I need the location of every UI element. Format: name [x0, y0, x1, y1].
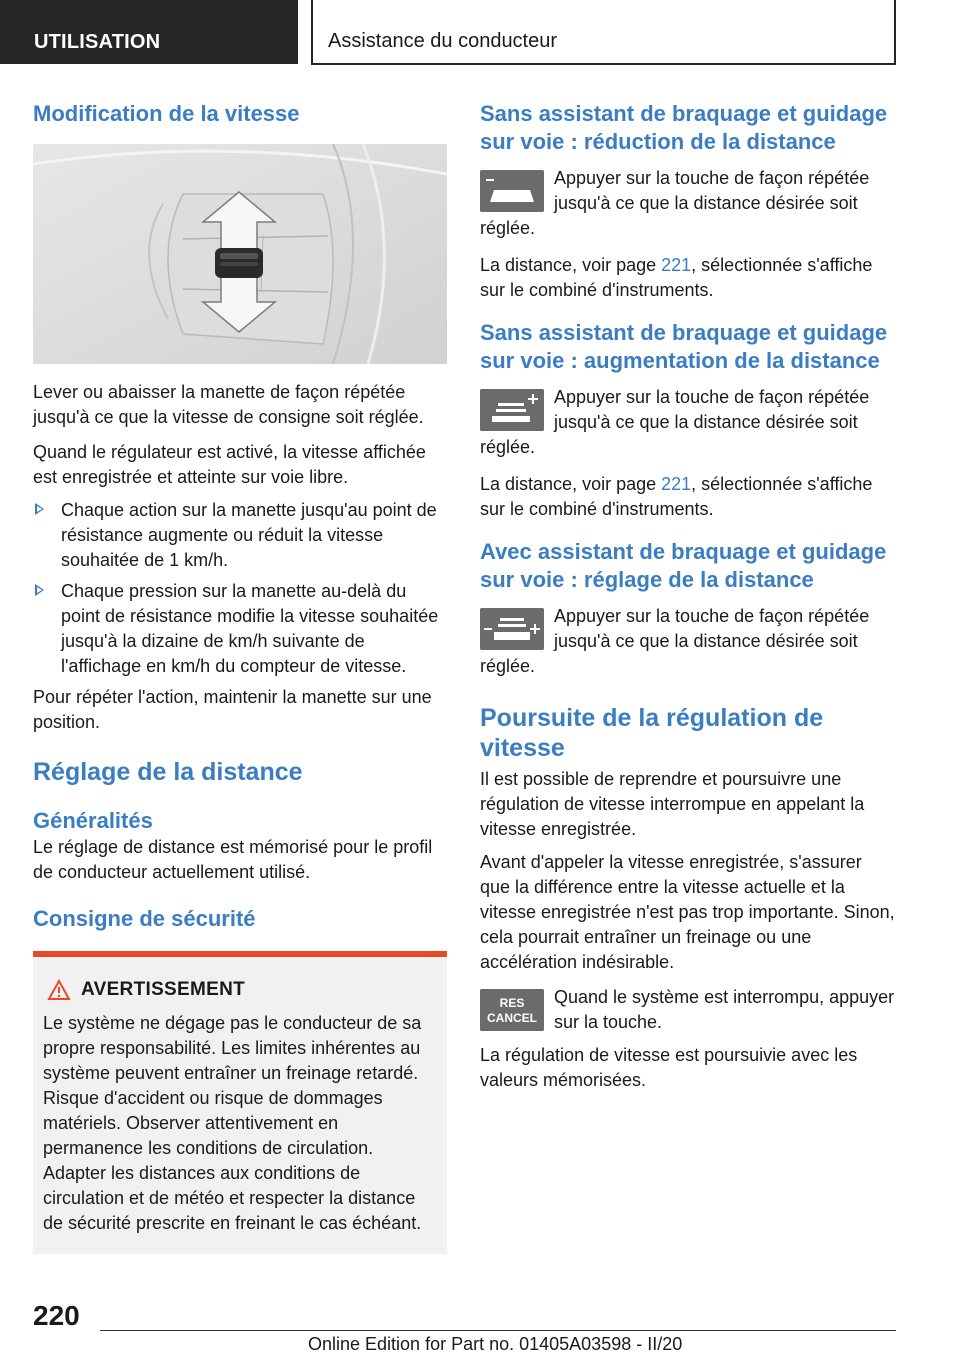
triangle-bullet-icon	[35, 503, 44, 515]
paragraph-resume-4: La régulation de vitesse est poursuivie avec les valeurs mémorisées.	[480, 1045, 858, 1090]
triangle-bullet-icon	[35, 584, 44, 596]
paragraph-speed-1: Lever ou abaisser la manette de façon répétée jusqu'à ce que la vitesse de consigne soit réglée.	[33, 382, 424, 427]
res-label: RES	[499, 996, 525, 1010]
footer-edition: Online Edition for Part no. 01405A03598 - II/20	[308, 1334, 683, 1354]
warning-header	[47, 979, 437, 1001]
left-column	[33, 100, 447, 1254]
paragraph-general: Le réglage de distance est mémorisé pour le profil de conducteur actuellement utilisé.	[33, 837, 433, 882]
paragraph-repeat: Pour répéter l'action, maintenir la manette sur une position.	[33, 687, 432, 732]
distance-decrease-button-icon	[480, 170, 544, 212]
steering-wheel-lever-illustration	[33, 144, 447, 364]
warning-box	[33, 951, 447, 1254]
header-chapter-tab	[311, 0, 896, 65]
paragraph-resume-2: Avant d'appeler la vitesse enregistrée, s'assurer que la différence entre la vitesse actuelle et la vitesse enregistrée n'est pas trop importante. Sinon, cela pourrait entraîner un freinage ou une accélération indésirable.	[480, 852, 895, 972]
warning-triangle-icon	[47, 979, 71, 1001]
heading-safety: Consigne de sécurité	[33, 906, 256, 931]
heading-distance-steering: Avec assistant de braquage et guidage sur voie : réglage de la distance	[480, 539, 887, 592]
paragraph-speed-2: Quand le régulateur est activé, la vitesse affichée est enregistrée et atteinte sur voie libre.	[33, 442, 426, 487]
list-item: Chaque pression sur la manette au-delà du point de résistance modifie la vitesse souhaitée jusqu'à la dizaine de km/h suivante de l'affichage en km/h du compteur de vitesse.	[33, 579, 447, 679]
paragraph-reduce-view: La distance, voir page 221, sélectionnée s'affiche sur le combiné d'instruments.	[480, 255, 873, 300]
distance-increase-button-icon	[480, 389, 544, 431]
paragraph-reduce: Appuyer sur la touche de façon répétée jusqu'à ce que la distance désirée soit réglée.	[480, 168, 870, 238]
page-number: 220	[33, 1300, 80, 1331]
cancel-label: CANCEL	[487, 1011, 537, 1025]
res-cancel-button-icon	[480, 989, 544, 1031]
heading-distance-reduce: Sans assistant de braquage et guidage sur voie : réduction de la distance	[480, 101, 888, 154]
speed-bullet-list	[33, 498, 447, 679]
page-link[interactable]: 221	[661, 255, 692, 275]
heading-distance-setting: Réglage de la distance	[33, 758, 303, 786]
heading-distance-increase: Sans assistant de braquage et guidage sur voie : augmentation de la distance	[480, 320, 888, 373]
warning-title: AVERTISSEMENT	[81, 979, 246, 1000]
right-column	[480, 100, 896, 1093]
paragraph-resume-1: Il est possible de reprendre et poursuivre une régulation de vitesse interrompue en appelant la vitesse enregistrée.	[480, 769, 865, 839]
paragraph-resume-3: RES CANCEL Quand le système est interrompu, appuyer sur la touche.	[480, 985, 896, 1035]
distance-adjust-button-icon	[480, 608, 544, 650]
heading-general: Généralités	[33, 808, 153, 833]
steering-lever-icon	[33, 144, 447, 364]
warning-text: Le système ne dégage pas le conducteur de sa propre responsabilité. Les limites inhérentes au système peuvent entraîner un freinage retardé. Risque d'accident ou risque de dommages matériels. Observer attentivement en permanence les conditions de circulation. Adapter les distances aux conditions de circulation et de météo et respecter la distance de sécurité prescrite en freinant le cas échéant.	[43, 1013, 422, 1233]
paragraph-increase-view: La distance, voir page 221, sélectionnée s'affiche sur le combiné d'instruments.	[480, 474, 873, 519]
paragraph-steering: Appuyer sur la touche de façon répétée jusqu'à ce que la distance désirée soit réglée.	[480, 606, 870, 676]
header-chapter-label: Assistance du conducteur	[328, 30, 558, 52]
page-link[interactable]: 221	[661, 474, 692, 494]
header-section-tab	[0, 0, 298, 64]
heading-resume-speed: Poursuite de la régulation de vitesse	[480, 704, 824, 762]
header-section-label: UTILISATION	[34, 31, 161, 53]
paragraph-increase: Appuyer sur la touche de façon répétée jusqu'à ce que la distance désirée soit réglée.	[480, 387, 870, 457]
list-item: Chaque action sur la manette jusqu'au point de résistance augmente ou réduit la vitesse souhaitée de 1 km/h.	[33, 498, 447, 573]
heading-speed-change: Modification de la vitesse	[33, 101, 300, 126]
footer-divider	[100, 1330, 896, 1331]
